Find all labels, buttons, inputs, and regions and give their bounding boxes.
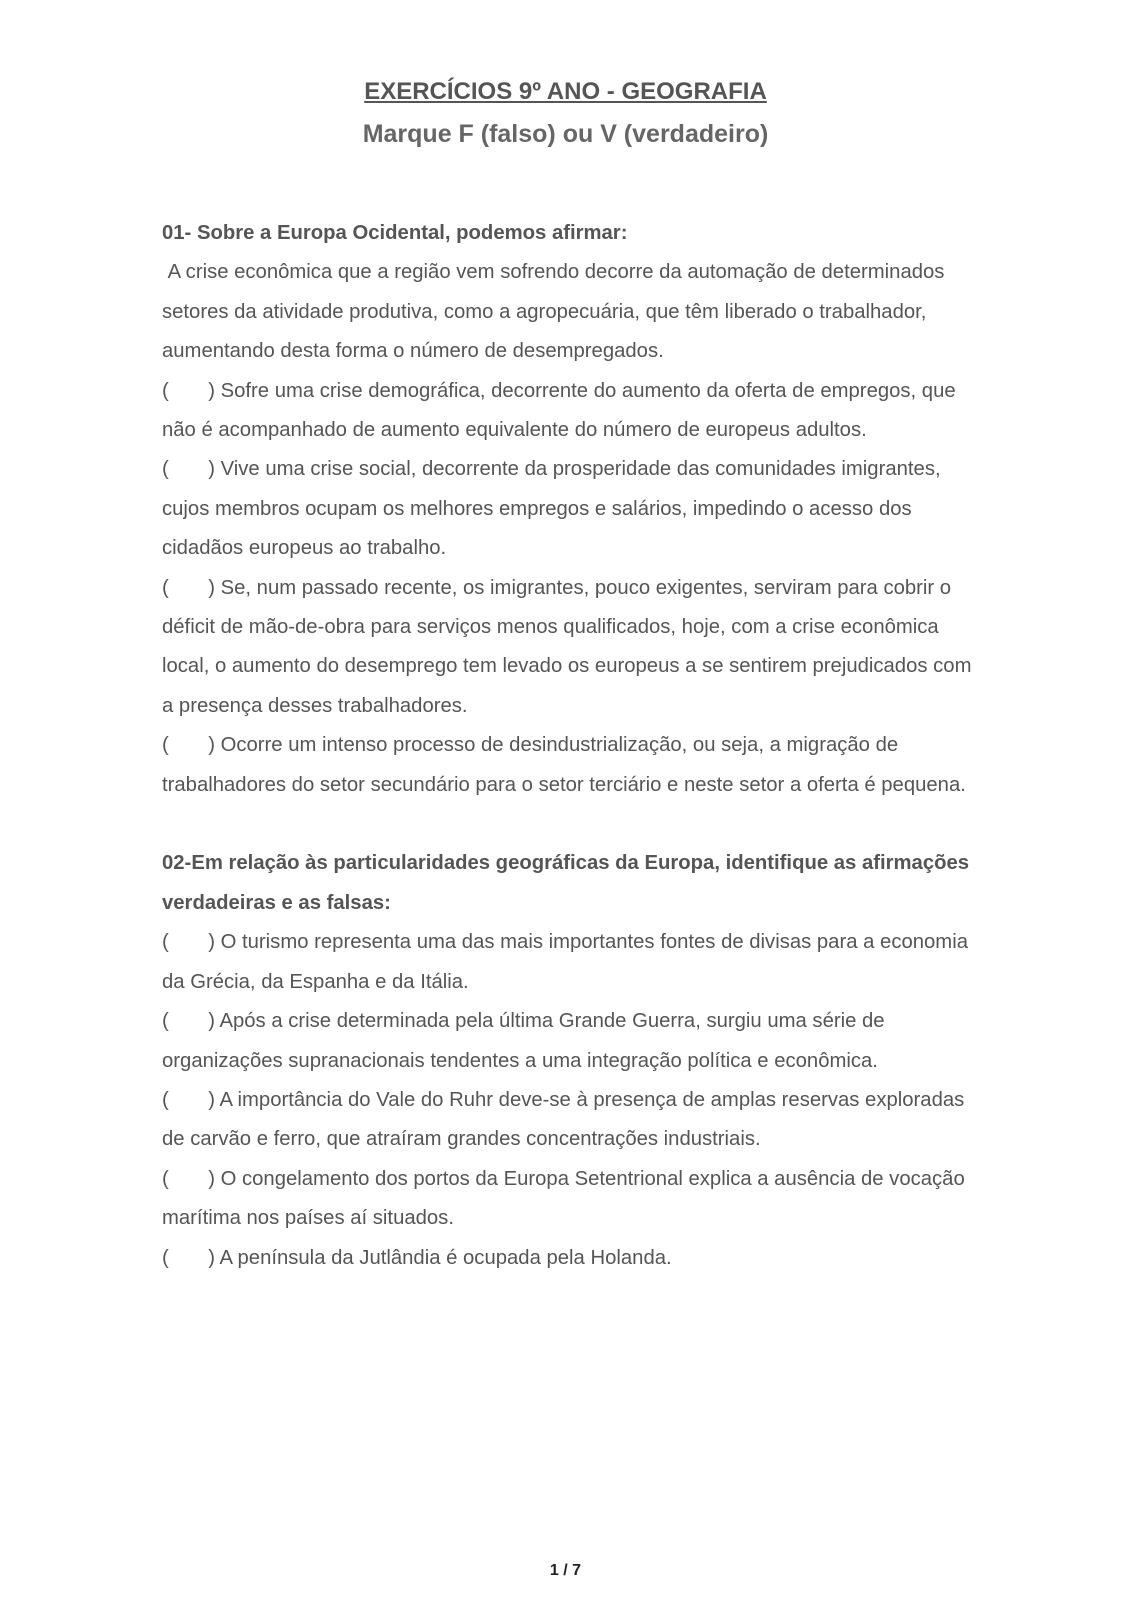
answer-option: [162, 1239, 977, 1278]
exercise-content: [162, 214, 977, 1278]
answer-option: [162, 569, 977, 727]
answer-option: [162, 726, 977, 805]
option-text: O congelamento dos portos da Europa Setentrional explica a ausência de vocação marítima nos países aí situados.: [162, 1167, 965, 1230]
answer-blank[interactable]: ( ): [162, 734, 215, 757]
option-text: Ocorre um intenso processo de desindustrialização, ou seja, a migração de trabalhadores do setor secundário para o setor terciário e neste setor a oferta é pequena.: [162, 734, 966, 796]
answer-option: [162, 372, 977, 451]
answer-blank[interactable]: ( ): [162, 1088, 215, 1111]
question-01: [162, 214, 977, 805]
answer-blank[interactable]: ( ): [162, 1167, 215, 1190]
option-text: A península da Jutlândia é ocupada pela Holanda.: [219, 1246, 672, 1269]
page-number: 1 / 7: [549, 1562, 582, 1579]
page-subtitle: Marque F (falso) ou V (verdadeiro): [362, 120, 769, 148]
answer-blank[interactable]: ( ): [162, 379, 215, 402]
question-heading: 01- Sobre a Europa Ocidental, podemos afirmar:: [162, 222, 628, 244]
option-text: Vive uma crise social, decorrente da prosperidade das comunidades imigrantes, cujos membros ocupam os melhores empregos e salários, impedindo o acesso dos cidadãos europeus ao trabalho.: [162, 458, 941, 560]
answer-blank[interactable]: ( ): [162, 576, 215, 599]
option-text: Após a crise determinada pela última Grande Guerra, surgiu uma série de organizações supranacionais tendentes a uma integração política e econômica.: [162, 1010, 885, 1072]
page-title: EXERCÍCIOS 9º ANO - GEOGRAFIA: [364, 78, 767, 105]
answer-blank[interactable]: ( ): [162, 1246, 215, 1269]
answer-blank[interactable]: ( ): [162, 1010, 215, 1033]
answer-option: [162, 450, 977, 568]
option-text: A importância do Vale do Ruhr deve-se à presença de amplas reservas exploradas de carvão e ferro, que atraíram grandes concentrações industriais.: [162, 1088, 965, 1151]
option-text: Se, num passado recente, os imigrantes, pouco exigentes, serviram para cobrir o déficit de mão-de-obra para serviços menos qualificados, hoje, com a crise econômica local, o aumento do desemprego tem levado os europeus a se sentirem prejudicados com a presença desses trabalhadores.: [162, 576, 972, 717]
question-heading: 02-Em relação às particularidades geográficas da Europa, identifique as afirmações verdadeiras e as falsas:: [162, 852, 970, 914]
answer-blank[interactable]: ( ): [162, 458, 215, 481]
option-text: Sofre uma crise demográfica, decorrente do aumento da oferta de empregos, que não é acompanhado de aumento equivalente do número de europeus adultos.: [162, 379, 956, 442]
question-02: [162, 844, 977, 1277]
option-text: O turismo representa uma das mais importantes fontes de divisas para a economia da Grécia, da Espanha e da Itália.: [162, 931, 968, 993]
answer-blank[interactable]: ( ): [162, 931, 215, 954]
question-intro: A crise econômica que a região vem sofrendo decorre da automação de determinados setores da atividade produtiva, como a agropecuária, que têm liberado o trabalhador, aumentando desta forma o número de desempregados.: [162, 261, 951, 363]
answer-option: [162, 1160, 977, 1239]
answer-option: [162, 923, 977, 1002]
answer-option: [162, 1002, 977, 1081]
answer-option: [162, 1081, 977, 1160]
